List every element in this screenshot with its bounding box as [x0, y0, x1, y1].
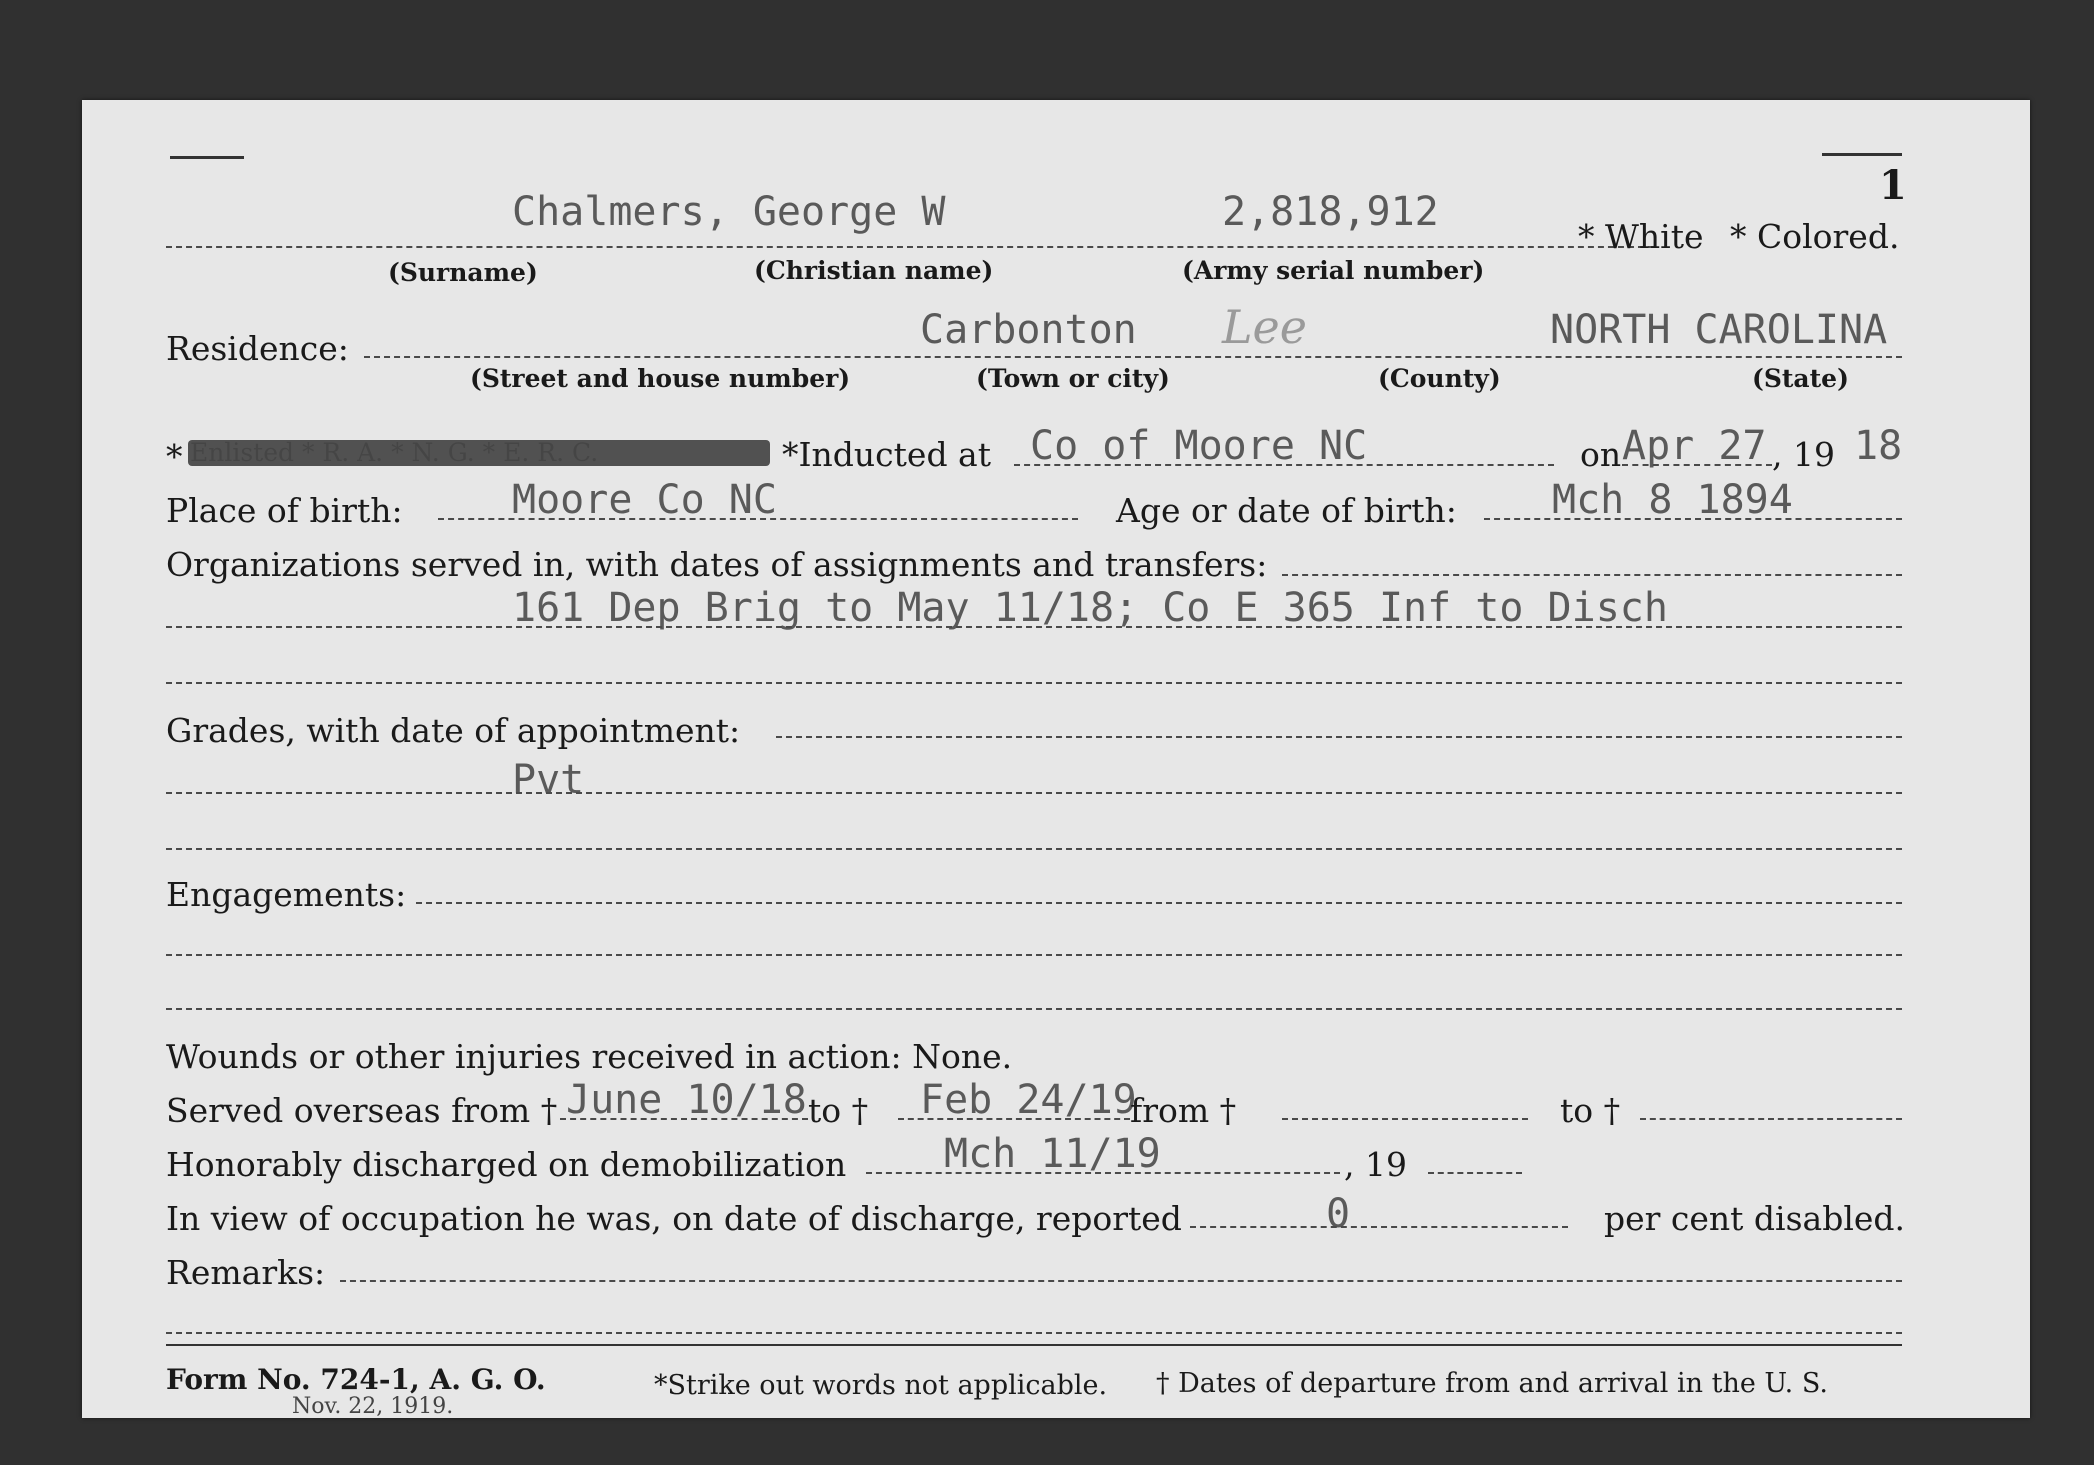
- white-label: * White: [1578, 217, 1704, 256]
- strike-out-mark: [188, 440, 770, 466]
- engagements-line-0: [416, 902, 1902, 904]
- engagements-label: Engagements:: [166, 875, 407, 914]
- service-record-card: [82, 100, 2030, 1418]
- overseas-from2-line: [1282, 1118, 1528, 1120]
- form-date: Nov. 22, 1919.: [292, 1394, 454, 1419]
- disability-suffix: per cent disabled.: [1604, 1199, 1906, 1238]
- birth-date-line: [1484, 518, 1902, 520]
- discharge-year-label: , 19: [1344, 1145, 1407, 1184]
- christian-caption: (Christian name): [754, 256, 994, 285]
- state-caption: (State): [1752, 364, 1849, 393]
- organizations-line-2: [166, 682, 1902, 684]
- inducted-place-typed: Co of Moore NC: [1030, 423, 1368, 469]
- overseas-from1-typed: June 10/18: [566, 1077, 807, 1123]
- discharge-label: Honorably discharged on demobilization: [166, 1145, 847, 1184]
- overseas-to1-typed: Feb 24/19: [920, 1077, 1137, 1123]
- overseas-to2-label: to †: [1560, 1091, 1621, 1130]
- birth-place-typed: Moore Co NC: [512, 477, 777, 523]
- overseas-to-label: to †: [808, 1091, 869, 1130]
- grades-line-1: [166, 792, 1902, 794]
- organizations-line-0: [1282, 574, 1902, 576]
- serial-caption: (Army serial number): [1182, 256, 1485, 285]
- engagements-line-2: [166, 1008, 1902, 1010]
- card-number: 1: [1879, 162, 1907, 209]
- discharge-date-typed: Mch 11/19: [944, 1131, 1161, 1177]
- colored-label: * Colored.: [1730, 217, 1900, 256]
- inducted-year-prefix: , 19: [1772, 435, 1835, 474]
- overseas-from1-line: [560, 1118, 808, 1120]
- overseas-from2-label: from †: [1130, 1091, 1237, 1130]
- name-line: [166, 246, 1654, 248]
- inducted-on-label: on: [1580, 435, 1622, 474]
- organizations-line1-typed: 161 Dep Brig to May 11/18; Co E 365 Inf to Disch: [512, 585, 1668, 631]
- residence-label: Residence:: [166, 329, 349, 368]
- street-caption: (Street and house number): [470, 364, 851, 393]
- inducted-line: [1014, 464, 1554, 466]
- discharge-year-line: [1428, 1172, 1522, 1174]
- grades-line-2: [166, 848, 1902, 850]
- top-right-rule: [1822, 153, 1902, 156]
- grades-label: Grades, with date of appointment:: [166, 711, 741, 750]
- surname-caption: (Surname): [388, 258, 538, 287]
- inducted-label: *Inducted at: [782, 435, 991, 474]
- serial-typed: 2,818,912: [1222, 189, 1439, 235]
- residence-state-typed: NORTH CAROLINA: [1550, 307, 1888, 353]
- grade-typed: Pvt: [512, 757, 585, 803]
- birth-place-line: [438, 518, 1078, 520]
- town-caption: (Town or city): [976, 364, 1170, 393]
- engagements-line-1: [166, 954, 1902, 956]
- disability-line: [1190, 1226, 1568, 1228]
- birth-date-typed: Mch 8 1894: [1552, 477, 1793, 523]
- discharge-line: [866, 1172, 1340, 1174]
- residence-town-typed: Carbonton: [920, 307, 1137, 353]
- organizations-label: Organizations served in, with dates of assignments and transfers:: [166, 545, 1268, 584]
- residence-line: [364, 356, 1902, 358]
- remarks-line-0: [340, 1280, 1902, 1282]
- wounds-label: Wounds or other injuries received in action: None.: [166, 1037, 1013, 1076]
- county-caption: (County): [1378, 364, 1501, 393]
- inducted-year-typed: 18: [1854, 423, 1903, 469]
- grades-line-0: [776, 736, 1902, 738]
- inducted-date-line: [1622, 464, 1772, 466]
- remarks-label: Remarks:: [166, 1253, 326, 1292]
- overseas-to2-line: [1640, 1118, 1902, 1120]
- organizations-line-1: [166, 626, 1902, 628]
- form-number: Form No. 724-1, A. G. O.: [166, 1363, 546, 1396]
- birth-place-label: Place of birth:: [166, 491, 403, 530]
- top-left-rule: [170, 156, 244, 159]
- dates-note: † Dates of departure from and arrival in the U. S.: [1156, 1368, 1828, 1399]
- residence-county-handwritten: Lee: [1222, 300, 1307, 354]
- inducted-date-typed: Apr 27: [1622, 423, 1767, 469]
- footer-rule: [166, 1344, 1902, 1346]
- enlisted-star: *: [166, 437, 183, 476]
- strike-note: *Strike out words not applicable.: [654, 1370, 1108, 1401]
- disability-label: In view of occupation he was, on date of discharge, reported: [166, 1199, 1182, 1238]
- name-typed: Chalmers, George W: [512, 189, 946, 235]
- overseas-label: Served overseas from †: [166, 1091, 558, 1130]
- remarks-line-1: [166, 1332, 1902, 1334]
- age-label: Age or date of birth:: [1116, 491, 1457, 530]
- overseas-to1-line: [898, 1118, 1130, 1120]
- disability-percent-typed: 0: [1326, 1191, 1351, 1237]
